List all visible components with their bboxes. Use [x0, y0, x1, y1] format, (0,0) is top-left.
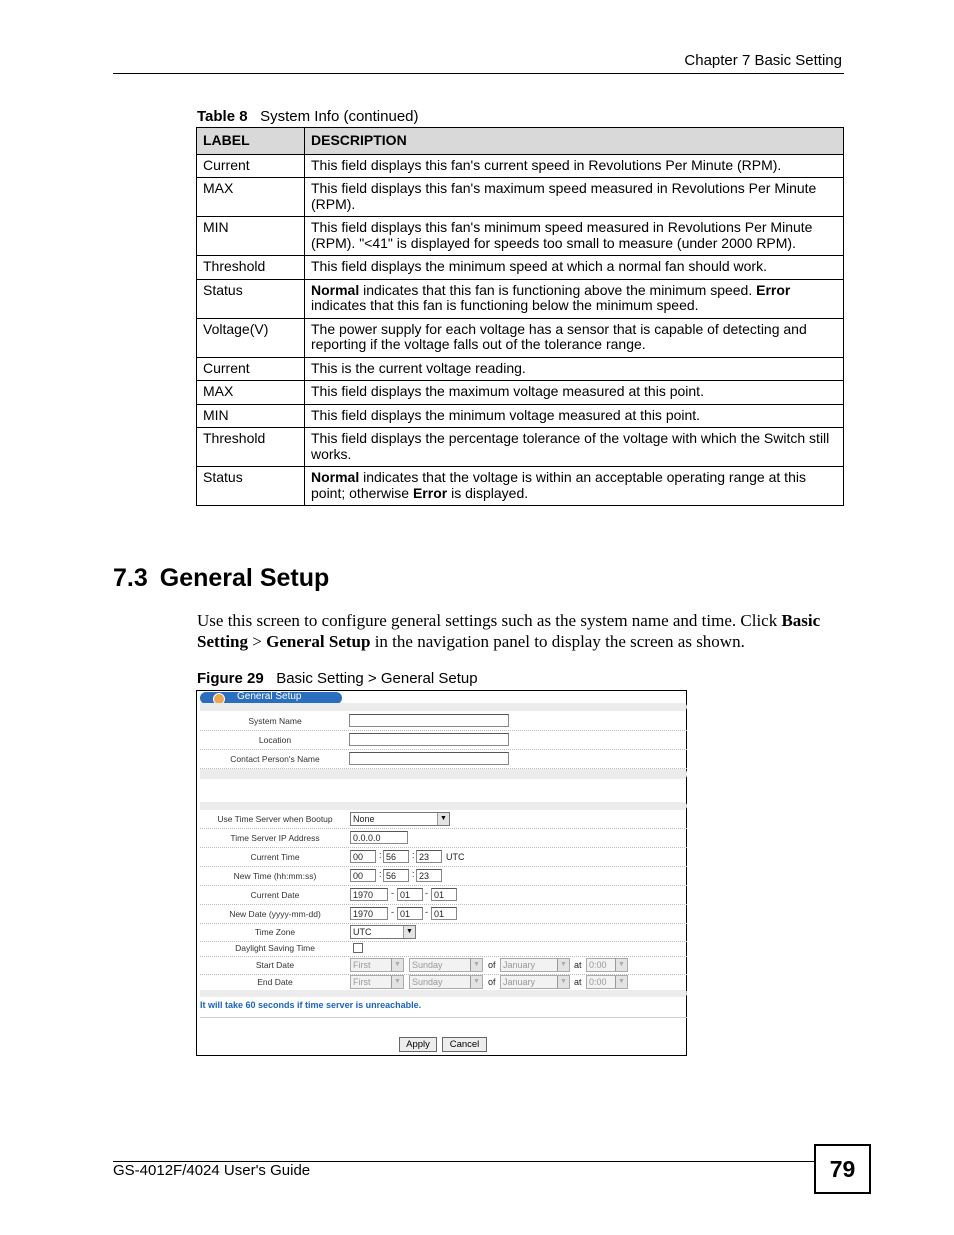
chevron-down-icon: ▼ — [403, 926, 415, 938]
figure-caption-label: Figure 29 — [197, 670, 264, 687]
row-description — [305, 467, 844, 506]
chevron-down-icon: ▼ — [391, 976, 403, 988]
time-server-boot-row — [200, 810, 687, 829]
table-row — [197, 428, 844, 467]
time-server-ip-row — [200, 829, 687, 848]
current-day-field: 01 — [431, 888, 457, 901]
row-description: This field displays this fan's maximum speed measured in Revolutions Per Minute (RPM). — [305, 178, 844, 217]
chevron-down-icon: ▼ — [615, 976, 627, 988]
current-minute-field: 56 — [383, 850, 409, 863]
contact-input[interactable] — [349, 752, 509, 765]
table-caption — [197, 108, 419, 125]
intro-text: in the navigation panel to display the screen as shown. — [370, 632, 745, 651]
end-day-select[interactable] — [409, 975, 483, 989]
time-server-ip-label: Time Server IP Address — [230, 833, 320, 843]
select-value: Sunday — [412, 960, 443, 970]
tab-title: General Setup — [237, 691, 302, 702]
divider — [200, 1017, 687, 1018]
new-second-input[interactable]: 23 — [416, 869, 442, 882]
section-heading: General Setup — [159, 564, 330, 592]
chevron-down-icon: ▼ — [557, 976, 569, 988]
at-label: at — [574, 960, 582, 970]
start-week-select[interactable] — [350, 958, 404, 972]
time-zone-label: Time Zone — [254, 927, 296, 937]
table-row — [197, 467, 844, 506]
row-description: This field displays the maximum voltage measured at this point. — [305, 381, 844, 405]
running-header: Chapter 7 Basic Setting — [684, 52, 842, 69]
row-description — [305, 279, 844, 318]
end-date-label: End Date — [257, 977, 293, 987]
new-year-input[interactable]: 1970 — [350, 907, 388, 920]
system-name-label: System Name — [248, 716, 302, 726]
table-row — [197, 154, 844, 178]
row-description: This field displays this fan's current speed in Revolutions Per Minute (RPM). — [305, 154, 844, 178]
bold-term: Normal — [311, 469, 360, 485]
table-header-row — [197, 128, 844, 155]
date-separator: - — [425, 888, 428, 898]
chevron-down-icon: ▼ — [615, 959, 627, 971]
row-label: Current — [197, 357, 305, 381]
cancel-button[interactable]: Cancel — [442, 1037, 487, 1052]
table-row — [197, 318, 844, 357]
table-row — [197, 217, 844, 256]
dst-label: Daylight Saving Time — [235, 943, 315, 953]
end-time-select[interactable] — [586, 975, 628, 989]
current-month-field: 01 — [397, 888, 423, 901]
row-label: Threshold — [197, 428, 305, 467]
intro-paragraph — [197, 610, 837, 652]
table-header-label: LABEL — [197, 128, 305, 155]
row-description: The power supply for each voltage has a sensor that is capable of detecting and reporting if the voltage falls out of the tolerance range. — [305, 318, 844, 357]
intro-bold: General Setup — [266, 632, 371, 651]
table-row — [197, 256, 844, 280]
table-row — [197, 279, 844, 318]
current-year-field: 1970 — [350, 888, 388, 901]
select-value: First — [353, 960, 371, 970]
figure-caption-text: Basic Setting > General Setup — [276, 670, 478, 687]
desc-text: indicates that this fan is functioning below the minimum speed. — [311, 297, 699, 313]
select-value: January — [503, 960, 536, 970]
current-hour-field: 00 — [350, 850, 376, 863]
end-week-select[interactable] — [350, 975, 404, 989]
chevron-down-icon: ▼ — [557, 959, 569, 971]
panel-band — [200, 769, 687, 779]
bold-term: Error — [756, 281, 791, 298]
row-description: This field displays the minimum voltage measured at this point. — [305, 404, 844, 428]
desc-text: indicates that this fan is functioning above the minimum speed. — [359, 281, 757, 298]
time-separator: : — [412, 850, 415, 860]
table-header-description: DESCRIPTION — [305, 128, 844, 155]
select-value: None — [353, 814, 375, 824]
contact-label: Contact Person's Name — [230, 754, 320, 764]
end-month-select[interactable] — [500, 975, 570, 989]
section-number: 7.3 — [113, 564, 148, 592]
current-second-field: 23 — [416, 850, 442, 863]
row-description: This field displays the minimum speed at which a normal fan should work. — [305, 256, 844, 280]
dst-row — [200, 940, 687, 957]
date-separator: - — [425, 907, 428, 917]
row-description: This is the current voltage reading. — [305, 357, 844, 381]
new-day-input[interactable]: 01 — [431, 907, 457, 920]
location-input[interactable] — [349, 733, 509, 746]
row-label: Status — [197, 279, 305, 318]
time-separator: : — [412, 869, 415, 879]
row-label: MIN — [197, 217, 305, 256]
current-date-label: Current Date — [250, 890, 300, 900]
select-value: January — [503, 977, 536, 987]
desc-text: indicates that the voltage is within an acceptable operating range at this point; otherwise — [311, 469, 806, 501]
contact-row — [200, 750, 687, 769]
table-row — [197, 357, 844, 381]
row-label: MAX — [197, 381, 305, 405]
time-server-note: It will take 60 seconds if time server is unreachable. — [200, 1000, 422, 1010]
intro-text: > — [248, 632, 267, 651]
new-date-row — [200, 905, 687, 924]
chevron-down-icon: ▼ — [391, 959, 403, 971]
row-description: This field displays this fan's minimum speed measured in Revolutions Per Minute (RPM). "<41" is displayed for speeds too small to measure (under 2000 RPM). — [305, 217, 844, 256]
chevron-down-icon: ▼ — [470, 976, 482, 988]
row-label: Current — [197, 154, 305, 178]
current-time-label: Current Time — [250, 852, 300, 862]
row-label: Voltage(V) — [197, 318, 305, 357]
row-label: Status — [197, 467, 305, 506]
time-server-boot-label: Use Time Server when Bootup — [217, 814, 333, 824]
general-setup-screenshot — [196, 690, 687, 1056]
of-label: of — [488, 960, 496, 970]
time-separator: : — [379, 869, 382, 879]
new-date-label: New Date (yyyy-mm-dd) — [229, 909, 321, 919]
start-day-select[interactable] — [409, 958, 483, 972]
row-label: Threshold — [197, 256, 305, 280]
chevron-down-icon: ▼ — [437, 813, 449, 825]
current-date-row — [200, 886, 687, 905]
table-row — [197, 178, 844, 217]
new-time-row — [200, 867, 687, 886]
bold-term: Normal — [311, 281, 360, 298]
row-description: This field displays the percentage tolerance of the voltage with which the Switch still works. — [305, 428, 844, 467]
start-month-select[interactable] — [500, 958, 570, 972]
of-label: of — [488, 977, 496, 987]
time-server-ip-input[interactable]: 0.0.0.0 — [350, 831, 408, 844]
table-row — [197, 404, 844, 428]
time-server-mode-select[interactable] — [350, 812, 450, 826]
bold-term: Error — [412, 484, 448, 501]
panel-band — [200, 990, 687, 997]
select-value: Sunday — [412, 977, 443, 987]
select-value: UTC — [353, 927, 372, 937]
select-value: 0:00 — [589, 977, 607, 987]
table-caption-label: Table 8 — [197, 108, 248, 125]
panel-band — [200, 703, 687, 711]
start-time-select[interactable] — [586, 958, 628, 972]
intro-text: Use this screen to configure general settings such as the system name and time. Click — [197, 611, 782, 630]
location-label: Location — [258, 735, 292, 745]
start-date-label: Start Date — [255, 960, 295, 970]
time-zone-select[interactable] — [350, 925, 416, 939]
select-value: 0:00 — [589, 960, 607, 970]
footer-guide-title: GS-4012F/4024 User's Guide — [113, 1162, 311, 1179]
row-label: MAX — [197, 178, 305, 217]
utc-label: UTC — [446, 852, 465, 862]
header-rule — [113, 73, 844, 74]
date-separator: - — [391, 888, 394, 898]
row-label: MIN — [197, 404, 305, 428]
system-name-input[interactable] — [349, 714, 509, 727]
page-number: 79 — [814, 1144, 871, 1194]
date-separator: - — [391, 907, 394, 917]
table-row — [197, 381, 844, 405]
table-caption-text: System Info (continued) — [260, 108, 419, 125]
new-month-input[interactable]: 01 — [397, 907, 423, 920]
location-row — [200, 731, 687, 750]
new-time-label: New Time (hh:mm:ss) — [233, 871, 317, 881]
chevron-down-icon: ▼ — [470, 959, 482, 971]
intro-bold: Basic Setting — [197, 611, 821, 651]
section-title — [113, 564, 341, 593]
apply-button[interactable]: Apply — [399, 1037, 437, 1052]
time-separator: : — [379, 850, 382, 860]
current-time-row — [200, 848, 687, 867]
system-info-table — [196, 127, 844, 506]
at-label: at — [574, 977, 582, 987]
dst-checkbox[interactable] — [353, 943, 363, 953]
select-value: First — [353, 977, 371, 987]
new-minute-input[interactable]: 56 — [383, 869, 409, 882]
figure-caption — [197, 670, 478, 687]
panel-band — [200, 802, 687, 810]
new-hour-input[interactable]: 00 — [350, 869, 376, 882]
desc-text: is displayed. — [447, 484, 529, 501]
system-name-row — [200, 712, 687, 731]
